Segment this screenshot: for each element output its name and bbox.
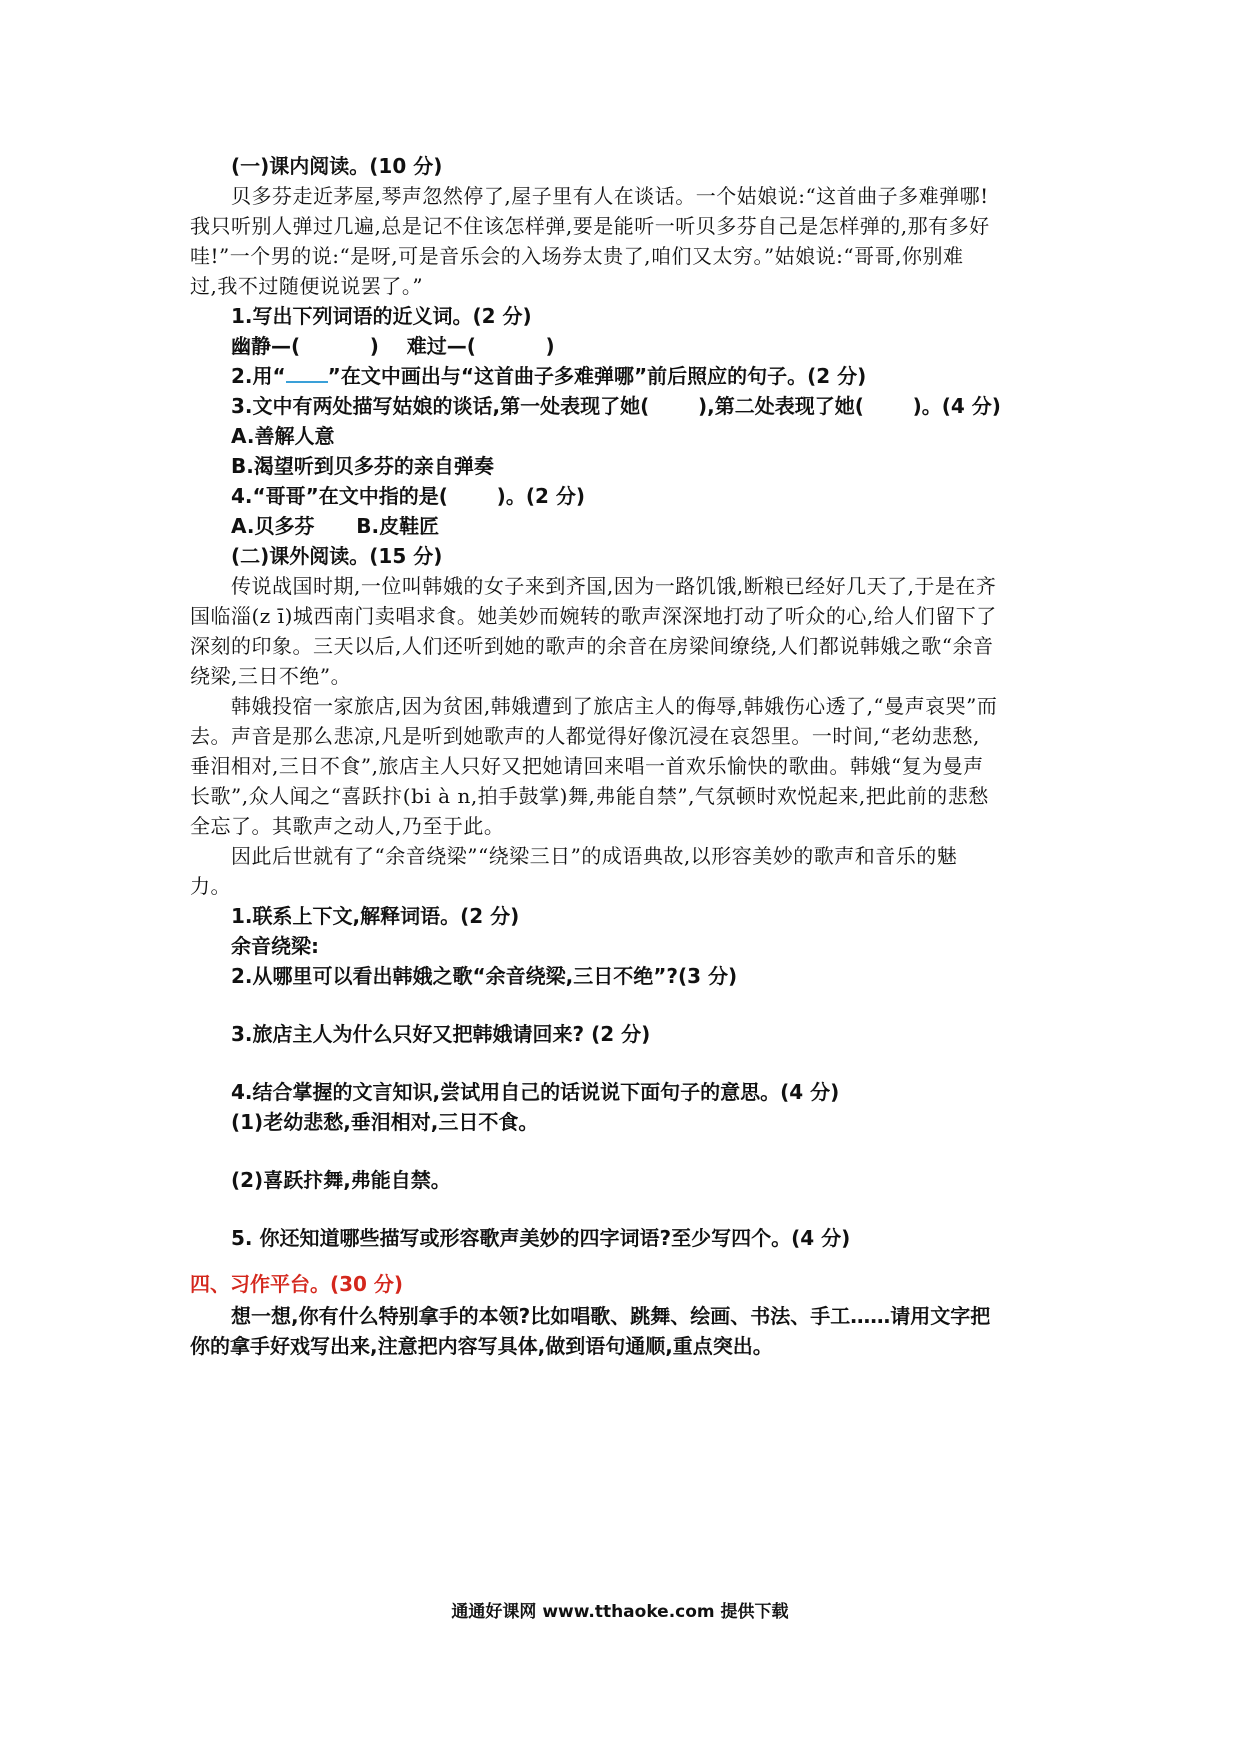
footer-source-note: 通通好课网 www.tthaoke.com 提供下载 bbox=[451, 1602, 789, 1622]
extra-question-1-item: 余音绕梁: bbox=[231, 934, 319, 958]
extra-passage-line-9: 全忘了。其歌声之动人,乃至于此。 bbox=[190, 814, 505, 838]
writing-prompt-line-2: 你的拿手好戏写出来,注意把内容写具体,做到语句通顺,重点突出。 bbox=[190, 1334, 773, 1358]
extra-passage-line-5: 韩娥投宿一家旅店,因为贫困,韩娥遭到了旅店主人的侮辱,韩娥伤心透了,“曼声哀哭”而 bbox=[231, 694, 998, 718]
extra-question-4-part-1: (1)老幼悲愁,垂泪相对,三日不食。 bbox=[231, 1110, 539, 1134]
extra-passage-line-7: 垂泪相对,三日不食”,旅店主人只好又把她请回来唱一首欢乐愉快的歌曲。韩娥“复为曼声 bbox=[190, 754, 984, 778]
extra-question-1: 1.联系上下文,解释词语。(2 分) bbox=[231, 904, 520, 928]
writing-section-heading: 四、习作平台。(30 分) bbox=[190, 1272, 404, 1296]
extra-passage-line-3: 深刻的印象。三天以后,人们还听到她的歌声的余音在房梁间缭绕,人们都说韩娥之歌“余音 bbox=[190, 634, 994, 658]
inclass-question-3-option-a: A.善解人意 bbox=[231, 424, 335, 448]
extra-passage-line-1: 传说战国时期,一位叫韩娥的女子来到齐国,因为一路饥饿,断粮已经好几天了,于是在齐 bbox=[231, 574, 997, 598]
extra-passage-line-6: 去。声音是那么悲凉,凡是听到她歌声的人都觉得好像沉浸在哀怨里。一时间,“老幼悲愁, bbox=[190, 724, 980, 748]
question-2-suffix: ”在文中画出与“这首曲子多难弹哪”前后照应的句子。(2 分) bbox=[327, 364, 867, 388]
inclass-passage-line-3: 哇!”一个男的说:“是呀,可是音乐会的入场券太贵了,咱们又太穷。”姑娘说:“哥哥,你别难 bbox=[190, 244, 964, 268]
inclass-passage-line-4: 过,我不过随便说说罢了。” bbox=[190, 274, 424, 298]
extra-passage-line-4: 绕梁,三日不绝”。 bbox=[190, 664, 352, 688]
inclass-question-4: 4.“哥哥”在文中指的是( )。(2 分) bbox=[231, 484, 585, 508]
extra-question-2: 2.从哪里可以看出韩娥之歌“余音绕梁,三日不绝”?(3 分) bbox=[231, 964, 738, 988]
extra-passage-line-8: 长歌”,众人闻之“喜跃抃(bi à n,拍手鼓掌)舞,弗能自禁”,气氛顿时欢悦起来,把此前的悲愁 bbox=[190, 784, 989, 808]
extra-passage-line-11: 力。 bbox=[190, 874, 231, 898]
inclass-question-1: 1.写出下列词语的近义词。(2 分) bbox=[231, 304, 532, 328]
inclass-question-3: 3.文中有两处描写姑娘的谈话,第一处表现了她( ),第二处表现了她( )。(4 分) bbox=[231, 394, 1001, 418]
question-2-prefix: 2.用“ bbox=[231, 364, 286, 388]
extra-passage-line-10: 因此后世就有了“余音绕梁”“绕梁三日”的成语典故,以形容美妙的歌声和音乐的魅 bbox=[231, 844, 958, 868]
extra-question-5: 5. 你还知道哪些描写或形容歌声美妙的四字词语?至少写四个。(4 分) bbox=[231, 1226, 851, 1250]
underline-mark bbox=[286, 367, 328, 383]
extra-question-4-part-2: (2)喜跃抃舞,弗能自禁。 bbox=[231, 1168, 451, 1192]
extra-question-4: 4.结合掌握的文言知识,尝试用自己的话说说下面句子的意思。(4 分) bbox=[231, 1080, 840, 1104]
inclass-reading-heading: (一)课内阅读。(10 分) bbox=[231, 154, 443, 178]
inclass-question-4-options: A.贝多芬 B.皮鞋匠 bbox=[231, 514, 440, 538]
inclass-question-2 bbox=[231, 362, 866, 390]
inclass-question-3-option-b: B.渴望听到贝多芬的亲自弹奏 bbox=[231, 454, 494, 478]
inclass-question-1-items: 幽静—( ) 难过—( ) bbox=[231, 334, 555, 358]
writing-prompt-line-1: 想一想,你有什么特别拿手的本领?比如唱歌、跳舞、绘画、书法、手工……请用文字把 bbox=[231, 1304, 991, 1328]
extra-passage-line-2: 国临淄(z ī)城西南门卖唱求食。她美妙而婉转的歌声深深地打动了听众的心,给人们留下了 bbox=[190, 604, 997, 628]
extracurricular-reading-heading: (二)课外阅读。(15 分) bbox=[231, 544, 443, 568]
extra-question-3: 3.旅店主人为什么只好又把韩娥请回来? (2 分) bbox=[231, 1022, 651, 1046]
inclass-passage-line-1: 贝多芬走近茅屋,琴声忽然停了,屋子里有人在谈话。一个姑娘说:“这首曲子多难弹哪! bbox=[231, 184, 989, 208]
inclass-passage-line-2: 我只听别人弹过几遍,总是记不住该怎样弹,要是能听一听贝多芬自己是怎样弹的,那有多好 bbox=[190, 214, 990, 238]
